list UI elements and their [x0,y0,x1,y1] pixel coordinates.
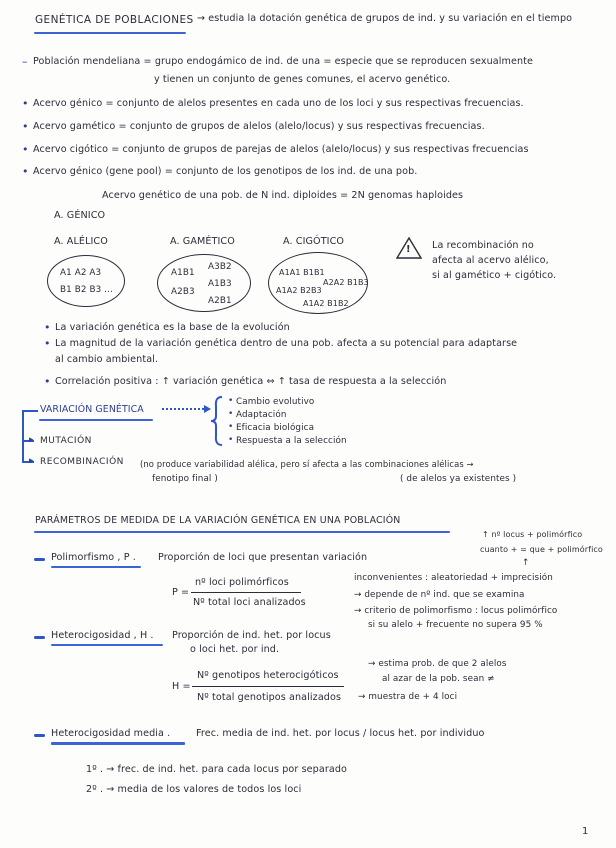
gamete: A1B1 [171,268,195,278]
title-definition: → estudia la dotación genética de grupos de ind. y su variación en el tiempo [197,13,573,24]
bullet: • [44,337,51,350]
poblacion-line1: Población mendeliana = grupo endogámico de ind. de una = especie que se reproducen sexualmente [33,56,534,67]
heterocigosidad-underline [51,644,163,646]
heterocigosidad-label: Heterocigosidad , H . [51,630,154,641]
dash-marker [34,636,45,639]
heterocigosidad-def2: o loci het. por ind. [190,644,280,655]
poblacion-line2: y tienen un conjunto de genes comunes, el acervo genético. [154,74,451,85]
media-def: Frec. media de ind. het. por locus / locus het. por individuo [196,728,485,739]
heterocigosidad-note1: → estima prob. de que 2 alelos [368,659,507,669]
bullet: • [228,422,234,432]
recomb-note1: (no produce variabilidad alélica, pero sí afecta a las combinaciones alélicas → [140,459,474,469]
heterocigosidad-numerator: Nº genotipos heterocigóticos [197,670,339,681]
bullet: • [228,435,234,445]
bullet: • [44,321,51,334]
recomb-note3: ( de alelos ya existentes ) [400,474,517,484]
label-a-cigotico: A. CIGÓTICO [283,236,345,247]
def-acervo-genico: Acervo génico = conjunto de alelos presentes en cada uno de los loci y sus respectivas frecuencias. [33,98,524,109]
media-step1: 1º . → frec. de ind. het. para cada locus por separado [86,764,348,775]
bullet: • [22,143,29,156]
corner-note1: ↑ nº locus + polimórfico [482,530,583,539]
variation-point-3: Correlación positiva : ↑ variación genética ⇔ ↑ tasa de respuesta a la selección [55,376,447,387]
gamete: A2B3 [171,287,195,297]
bullet: • [228,409,234,419]
variacion-item: Eficacia biológica [236,423,315,433]
page-title: GENÉTICA DE POBLACIONES [35,14,194,26]
label-a-genico: A. GÉNICO [54,210,106,221]
fraction-bar [191,592,301,593]
connector-line [22,410,38,412]
polimorfismo-denominator: Nº total loci analizados [193,597,306,608]
variacion-underline [39,419,153,421]
page-number: 1 [582,826,589,837]
heterocigosidad-note3: → muestra de + 4 loci [358,692,458,702]
corner-arrow: ↑ [522,558,530,568]
dash-marker [34,558,45,561]
variacion-item: Respuesta a la selección [236,436,347,446]
zygote: A1A2 B2B3 [276,286,322,295]
section2-title: PARÁMETROS DE MEDIDA DE LA VARIACIÓN GENÉTICA EN UNA POBLACIÓN [35,515,401,526]
gamete: A2B1 [208,296,232,306]
oval-alelico-row1: A1 A2 A3 [60,268,102,278]
oval-alelico [47,255,125,307]
corner-note2: cuanto + = que + polimórfico [480,545,603,554]
gamete: A1B3 [208,279,232,289]
def-gene-pool: Acervo génico (gene pool) = conjunto de los genotipos de los ind. de una pob. [33,166,418,177]
warning-line2: afecta al acervo alélico, [432,255,549,266]
polimorfismo-underline [51,566,141,568]
zygote: A1A1 B1B1 [279,268,325,277]
variacion-label: VARIACIÓN GENÉTICA [40,404,144,415]
oval-alelico-row2: B1 B2 B3 ... [60,285,113,295]
inconveniente-3: si su alelo + frecuente no supera 95 % [368,620,543,630]
zygote: A2A2 B1B3 [323,278,369,287]
polimorfismo-formula-lhs: P = [172,587,190,598]
def-acervo-gametico: Acervo gamético = conjunto de grupos de alelos (alelo/locus) y sus respectivas frecuencias. [33,121,485,132]
polimorfismo-numerator: nº loci polimórficos [195,577,289,588]
section2-underline [34,531,450,533]
curly-brace-icon [210,396,224,446]
arrow-icon: ▸ [29,456,34,466]
variation-point-1: La variación genética es la base de la evolución [55,322,290,333]
variacion-item: Cambio evolutivo [236,397,315,407]
bullet: • [44,375,51,388]
title-underline [34,32,186,34]
dotted-arrow-icon [162,404,212,414]
inconveniente-2: → criterio de polimorfismo : locus polimórfico [354,606,558,616]
warning-line1: La recombinación no [432,240,534,251]
warning-symbol: ! [406,244,411,255]
oval-gametico [157,254,251,312]
label-a-alelico: A. ALÉLICO [54,236,108,247]
bullet-dash: – [22,55,28,68]
heterocigosidad-note2: al azar de la pob. sean ≠ [382,674,495,684]
media-step2: 2º . → media de los valores de todos los loci [86,784,302,795]
label-a-gametico: A. GAMÉTICO [170,236,235,247]
bullet: • [22,97,29,110]
connector-line [22,410,24,462]
arrow-icon: ▸ [29,435,34,445]
mutacion-label: MUTACIÓN [40,436,92,446]
recomb-note2: fenotipo final ) [152,474,218,484]
media-label: Heterocigosidad media . [51,728,171,739]
heterocigosidad-denominator: Nº total genotipos analizados [197,692,342,703]
bullet: • [228,396,234,406]
heterocigosidad-def: Proporción de ind. het. por locus [172,630,331,641]
fraction-bar [192,686,344,687]
media-underline [51,742,185,745]
zygote: A1A2 B1B2 [303,299,349,308]
heterocigosidad-formula-lhs: H = [172,681,191,692]
bullet: • [22,120,29,133]
def-acervo-cigotico: Acervo cigótico = conjunto de grupos de parejas de alelos (alelo/locus) y sus respectivas frecuencias [33,144,529,155]
gamete: A3B2 [208,262,232,272]
dash-marker [34,734,45,737]
inconvenientes: inconvenientes : aleatoriedad + imprecisión [354,573,553,583]
variation-point-2: La magnitud de la variación genética dentro de una pob. afecta a su potencial para adaptarse [55,338,518,349]
recombinacion-label: RECOMBINACIÓN [40,457,124,467]
polimorfismo-def: Proporción de loci que presentan variación [158,552,368,563]
polimorfismo-label: Polimorfismo , P . [51,552,136,563]
variation-point-2b: al cambio ambiental. [55,354,159,365]
bullet: • [22,165,29,178]
acervo-equation: Acervo genético de una pob. de N ind. diploides = 2N genomas haploides [102,190,464,201]
warning-line3: si al gamético + cigótico. [432,270,557,281]
inconveniente-1: → depende de nº ind. que se examina [354,590,525,600]
variacion-item: Adaptación [236,410,287,420]
